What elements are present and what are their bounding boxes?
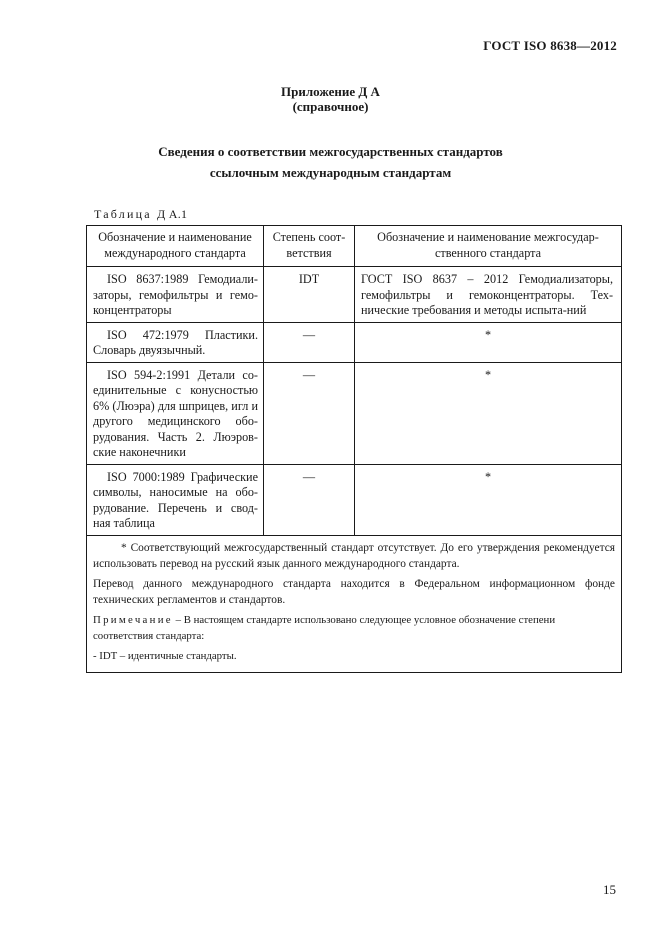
- cell-text: ISO 594-2:1991 Детали со-единительные с конусностью 6% (Люэра) для шприцев, игл и другого медицинского обо-рудования. Часть 2. Люэров-ские наконечники: [93, 367, 258, 459]
- table-header-row: [87, 226, 622, 267]
- table-row: [87, 267, 622, 323]
- cell-degree: —: [264, 362, 355, 464]
- cell-interstate: *: [355, 362, 622, 464]
- cell-text: ISO 472:1979 Пластики. Словарь двуязычный.: [93, 327, 258, 357]
- footnote-text: * Соответствующий межгосударственный стандарт отсутствует. До его утверждения рекомендуется использовать перевод на русский язык данного международного стандарта.: [93, 541, 615, 570]
- table-row: [87, 464, 622, 535]
- cell-text: ISO 7000:1989 Графические символы, наносимые на обо-рудование. Перечень и свод-ная таблица: [93, 469, 258, 530]
- table-caption: [94, 207, 187, 222]
- annex-subtitle: (справочное): [292, 99, 369, 114]
- correspondence-table: [86, 225, 622, 673]
- idt-definition: - IDT – идентичные стандарты.: [93, 649, 237, 662]
- cell-interstate: ГОСТ ISO 8637 – 2012 Гемодиализаторы, гемофильтры и гемоконцентраторы. Тех-нические требования и методы испыта-ний: [355, 267, 622, 323]
- cell-degree: —: [264, 464, 355, 535]
- cell-international: [87, 322, 264, 362]
- cell-international: [87, 362, 264, 464]
- annex-block: [0, 84, 661, 114]
- cell-degree: IDT: [264, 267, 355, 323]
- section-heading-line-2: ссылочным международным стандартам: [209, 165, 452, 180]
- document-standard-code: ГОСТ ISO 8638—2012: [483, 38, 617, 53]
- cell-interstate: *: [355, 464, 622, 535]
- table-footnote-cell: [87, 535, 622, 672]
- header-interstate-standard: Обозначение и наименование межгосудар-ственного стандарта: [355, 226, 622, 267]
- table-footnote-row: [87, 535, 622, 672]
- section-heading-line-1: Сведения о соответствии межгосударственных стандартов: [158, 144, 503, 159]
- annex-title: Приложение Д А: [281, 84, 380, 99]
- note-label: Примечание: [93, 613, 173, 626]
- cell-international: [87, 267, 264, 323]
- table-row: [87, 322, 622, 362]
- cell-text: ISO 8637:1989 Гемодиали-заторы, гемофильтры и гемо-концентраторы: [93, 272, 258, 317]
- cell-international: [87, 464, 264, 535]
- page-number: 15: [603, 882, 616, 897]
- table-row: [87, 362, 622, 464]
- cell-degree: —: [264, 322, 355, 362]
- header-degree-of-correspondence: Степень соот-ветствия: [264, 226, 355, 267]
- table-caption-word: Таблица: [94, 207, 152, 221]
- cell-interstate: *: [355, 322, 622, 362]
- note-paragraph: [93, 612, 615, 644]
- note-text: – В настоящем стандарте использовано следующее условное обозначение степени соответствия стандарта:: [93, 613, 556, 642]
- translation-note: Перевод данного международного стандарта находится в Федеральном информационном фонде технических регламентов и стандартов.: [93, 577, 615, 606]
- table-caption-number: Д А.1: [156, 207, 188, 221]
- header-international-standard: Обозначение и наименование международного стандарта: [87, 226, 264, 267]
